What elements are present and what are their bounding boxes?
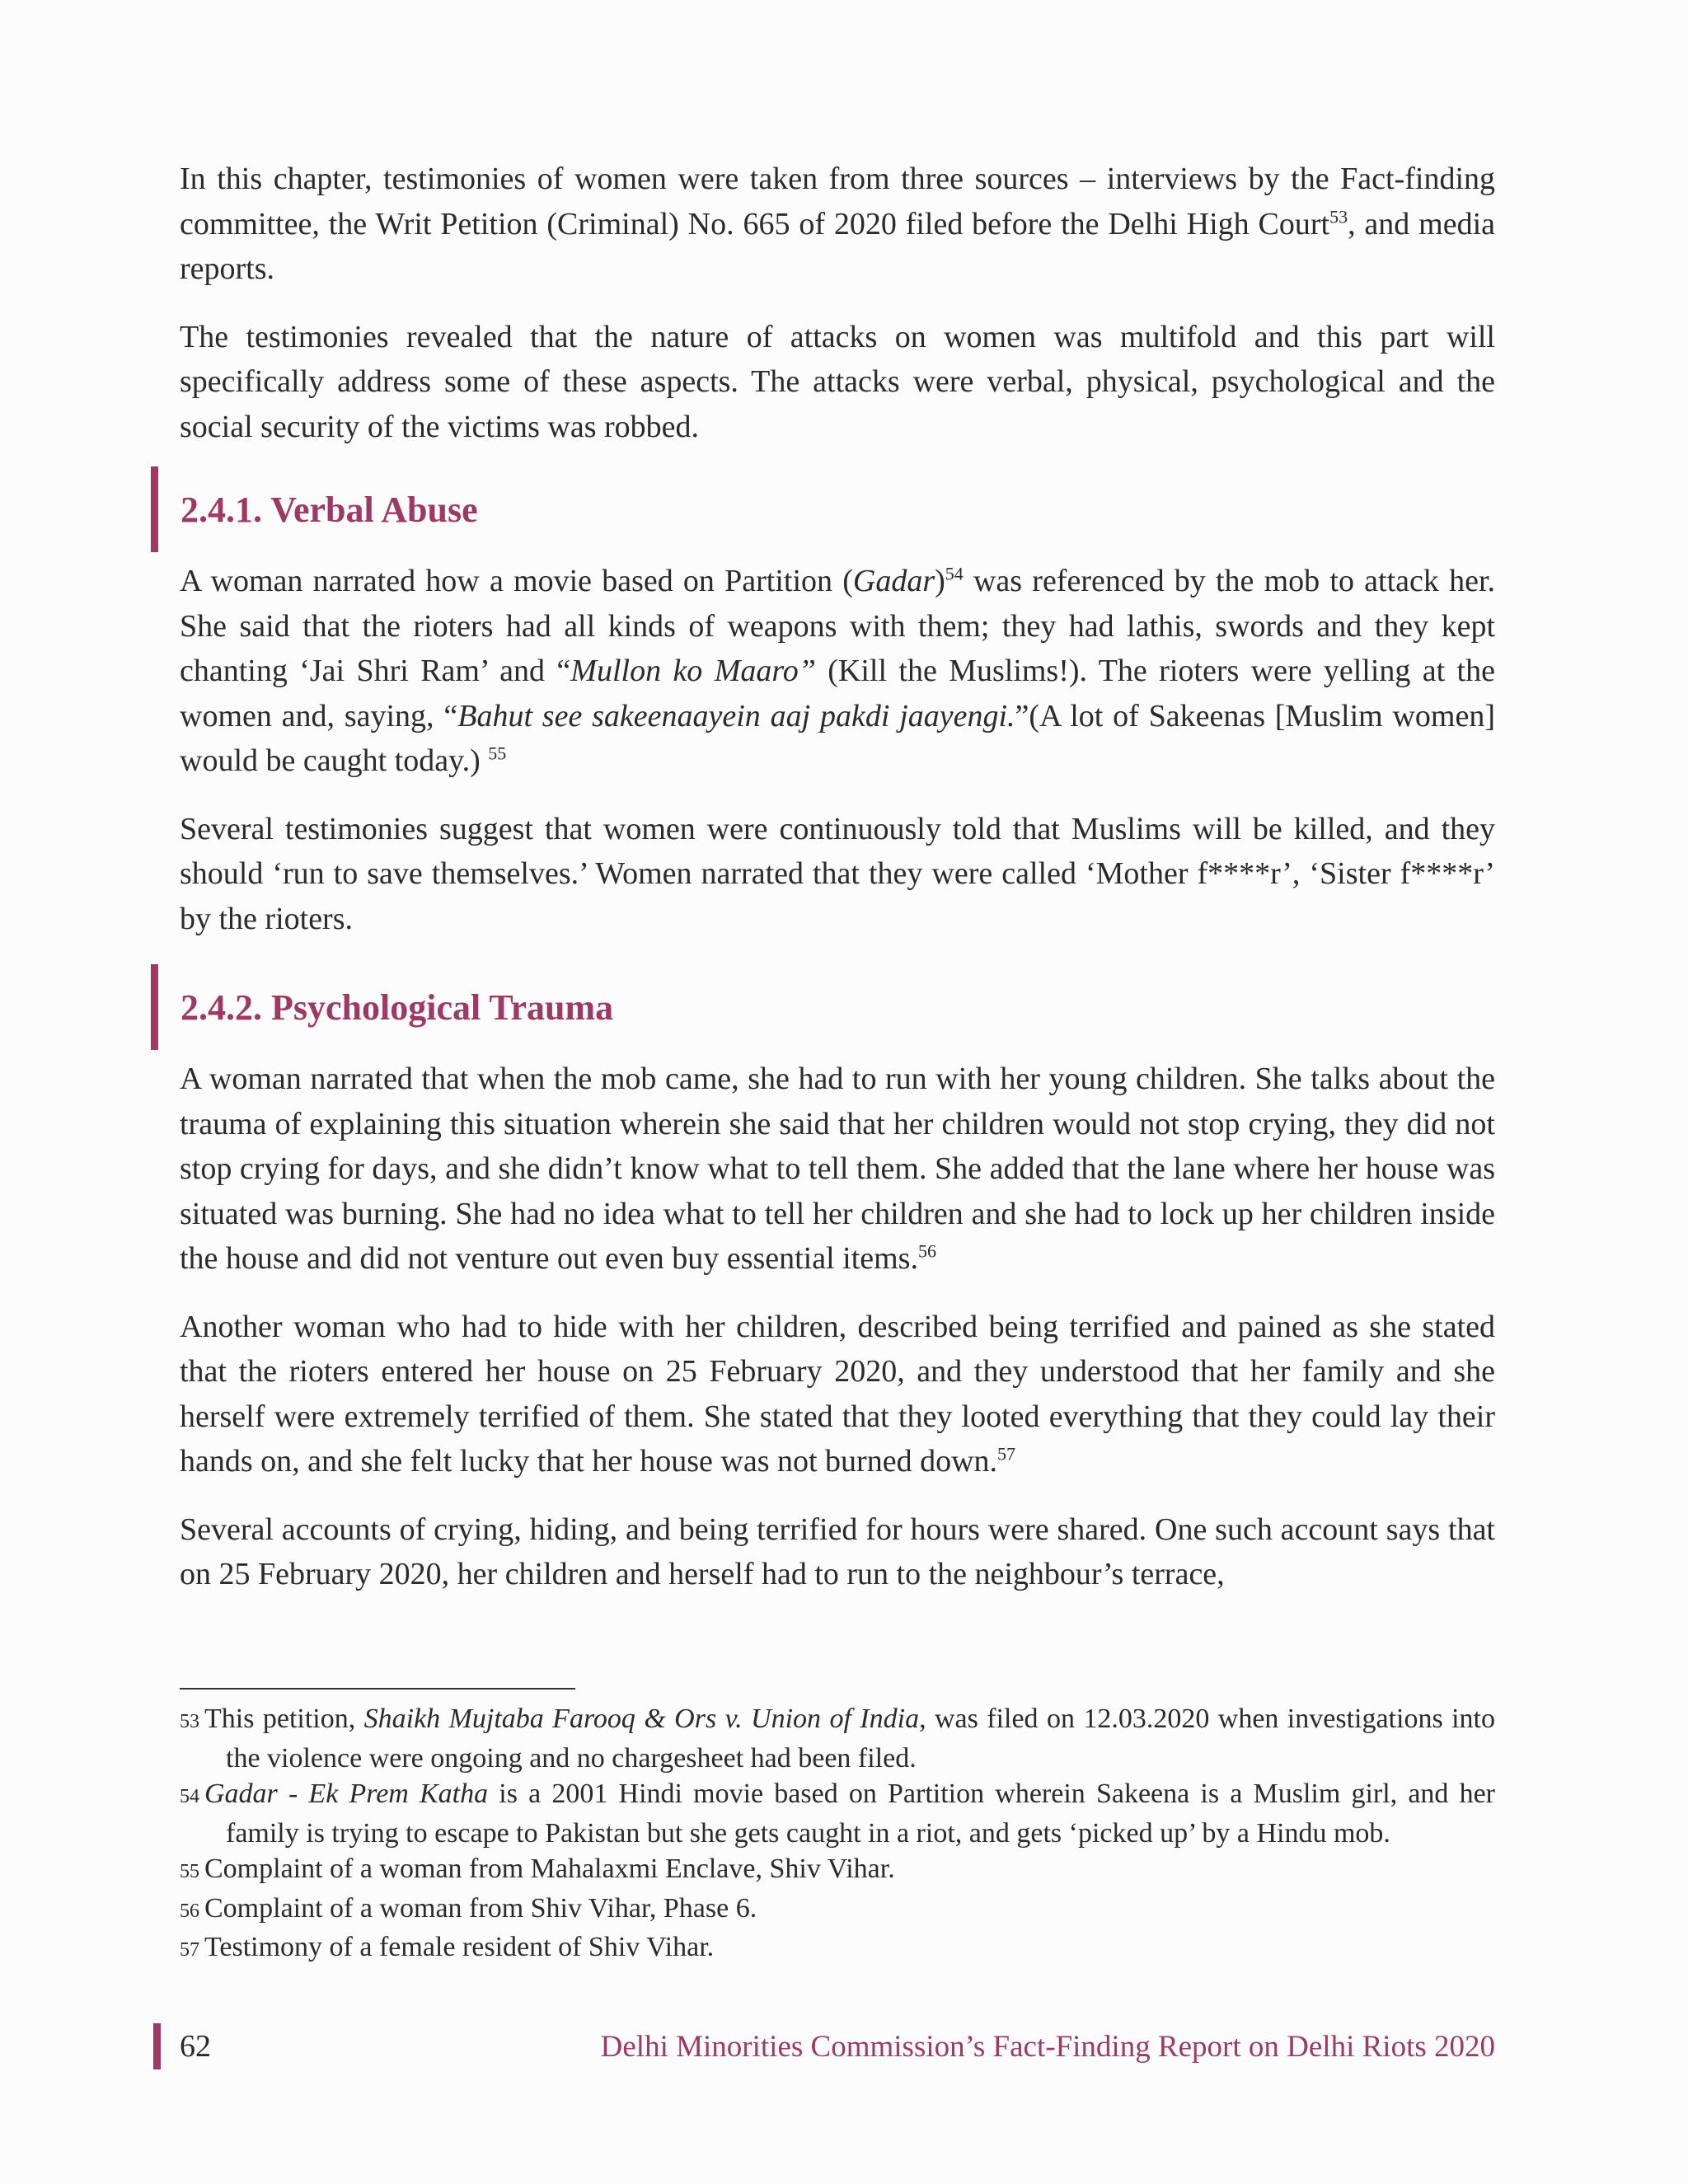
- footnote-ref-56[interactable]: 56: [917, 1240, 936, 1262]
- section2-paragraph-1: A woman narrated that when the mob came, she had to run with her young children. She talks about the trauma of explaining this situation wherein she said that her children would not stop crying, they did not stop crying for days, and she didn’t know what to tell them. She added that the lane where her house was situated was burning. She had no idea what to tell her children and she had to lock up her children inside the house and did not venture out even buy essential items.$^{56}$: [180, 1062, 1495, 1276]
- section2-block: [180, 1057, 1495, 1620]
- footnote-ref-57[interactable]: 57: [997, 1443, 1016, 1465]
- footnote-57: 57 Testimony of a female resident of Shiv Vihar.: [180, 1932, 715, 1962]
- intro-paragraph-1: In this chapter, testimonies of women were taken from three sources – interviews by the Fact-finding committee, the Writ Petition (Criminal) No. 665 of 2020 filed before the Delhi High Court$^{53}$, and media reports.: [180, 162, 1495, 286]
- section1-paragraph-1: A woman narrated how a movie based on Partition (Gadar)$^{54}$ was referenced by the mob to attack her. She said that the rioters had all kinds of weapons with them; they had lathis, swords and they kept chanting ‘Jai Shri Ram’ and “Mullon ko Maaro” (Kill the Muslims!). The rioters were yelling at the women and, saying, “Bahut see sakeenaayein aaj pakdi jaayengi.”(A lot of Sakeenas [Muslim women] would be caught today.) $^{55}$: [180, 563, 1496, 778]
- page-number: 62: [180, 2029, 211, 2064]
- footnote-55: 55 Complaint of a woman from Mahalaxmi Enclave, Shiv Vihar.: [180, 1854, 895, 1884]
- section-heading-psychological-trauma: 2.4.2. Psychological Trauma: [151, 964, 613, 1050]
- footer-accent-bar: [153, 2023, 161, 2069]
- intro-paragraph-2: The testimonies revealed that the nature of attacks on women was multifold and this part will specifically address some of these aspects. The attacks were verbal, physical, psychological and the social security of the victims was robbed.: [180, 319, 1495, 444]
- section-heading-verbal-abuse: 2.4.1. Verbal Abuse: [151, 466, 478, 552]
- section2-paragraph-3: Several accounts of crying, hiding, and being terrified for hours were shared. One such account says that on 25 February 2020, her children and herself had to run to the neighbour’s terrace,: [180, 1511, 1495, 1591]
- intro-block: [180, 157, 1495, 472]
- section1-block: [180, 559, 1495, 964]
- footnote-56: 56 Complaint of a woman from Shiv Vihar, Phase 6.: [180, 1892, 757, 1924]
- footnote-54: 54 Gadar - Ek Prem Katha is a 2001 Hindi movie based on Partition wherein Sakeena is a Muslim girl, and her family is trying to escape to Pakistan but she gets caught in a riot, and gets ‘picked up’ by a Hindu mob.: [180, 1779, 1495, 1849]
- footnote-ref-53[interactable]: 53: [1329, 205, 1348, 227]
- footnote-53: 53 This petition, Shaikh Mujtaba Farooq & Ors v. Union of India, was filed on 12.03.2020 when investigations into the violence were ongoing and no chargesheet had been filed.: [180, 1704, 1495, 1774]
- running-title: Delhi Minorities Commission’s Fact-Finding Report on Delhi Riots 2020: [600, 2029, 1495, 2064]
- footnote-ref-55[interactable]: 55: [488, 743, 507, 764]
- section2-paragraph-2: Another woman who had to hide with her children, described being terrified and pained as she stated that the rioters entered her house on 25 February 2020, and they understood that her family and she herself were extremely terrified of them. She stated that they looted everything that they could lay their hands on, and she felt lucky that her house was not burned down.$^{57}$: [180, 1309, 1495, 1479]
- footnotes: [180, 1701, 1495, 1969]
- section1-paragraph-2: Several testimonies suggest that women were continuously told that Muslims will be killed, and they should ‘run to save themselves.’ Women narrated that they were called ‘Mother f****r’, ‘Sister f****r’ by the rioters.: [180, 811, 1495, 936]
- footnote-divider: [180, 1688, 575, 1690]
- footnote-ref-54[interactable]: 54: [945, 563, 964, 584]
